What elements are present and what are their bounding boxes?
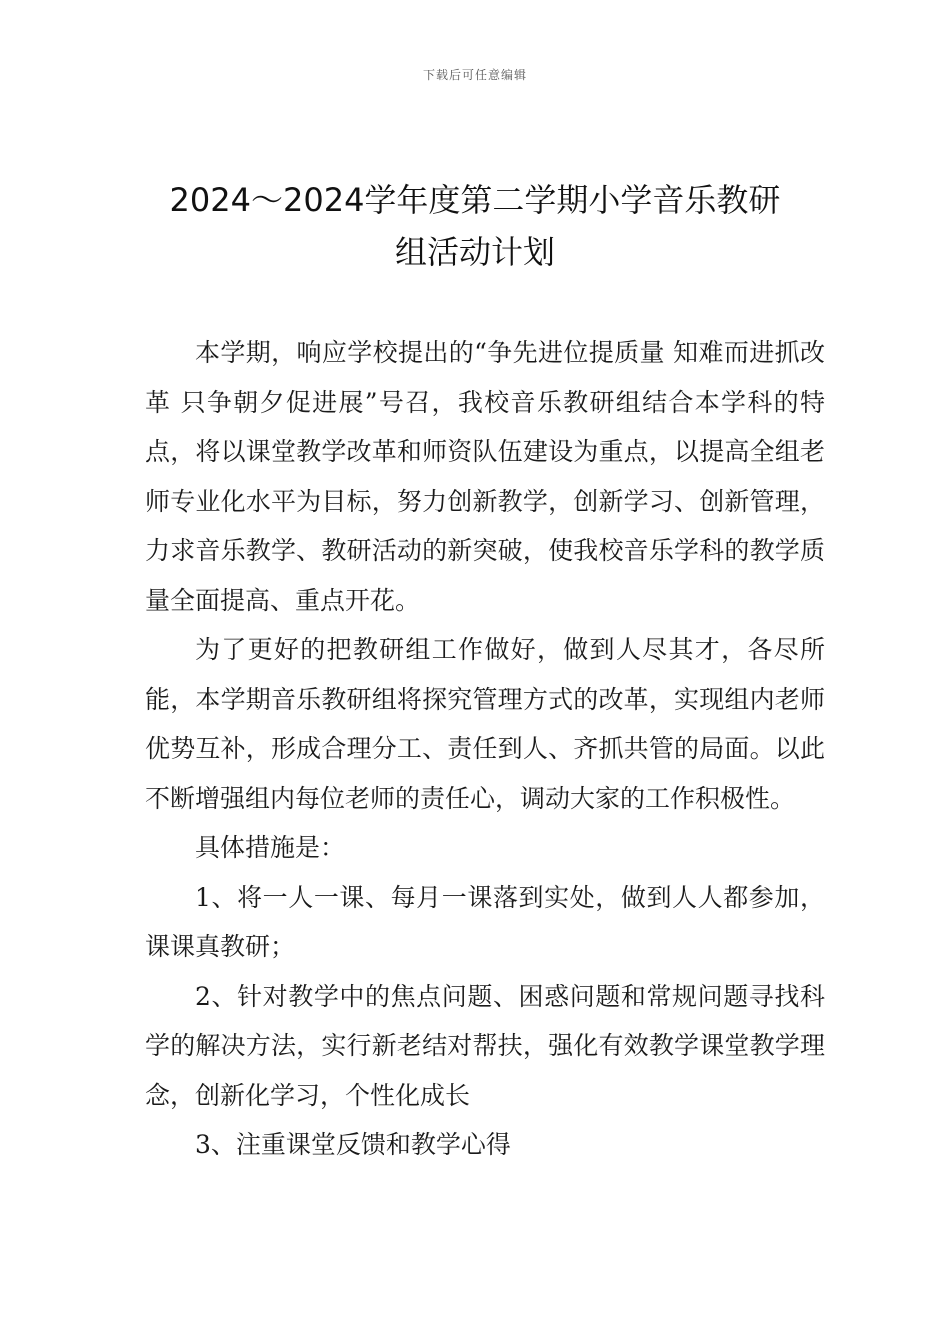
header-note: 下载后可任意编辑 (422, 68, 527, 82)
paragraph-measure-2: 2、针对教学中的焦点问题、困惑问题和常规问题寻找科学的解决方法，实行新老结对帮扶，强化有效教学课堂教学理念，创新化学习，个性化成长 (145, 981, 825, 1110)
paragraph-measure-3: 3、注重课堂反馈和教学心得 (195, 1130, 511, 1159)
paragraph-intro: 本学期，响应学校提出的“争先进位提质量 知难而进抓改革 只争朝夕促进展”号召，我校音乐教研组结合本学科的特点，将以课堂教学改革和师资队伍建设为重点，以提高全组老师专业化水平为目标，努力创新教学，创新学习、创新管理，力求音乐教学、教研活动的新突破，使我校音乐学科的教学质量全面提高、重点开花。 (145, 338, 825, 615)
paragraph-management: 为了更好的把教研组工作做好，做到人尽其才，各尽所能，本学期音乐教研组将探究管理方式的改革，实现组内老师优势互补，形成合理分工、责任到人、齐抓共管的局面。以此不断增强组内每位老师的责任心，调动大家的工作积极性。 (145, 635, 825, 813)
title-line-2: 组活动计划 (394, 233, 555, 271)
title-line-1: 2024～2024学年度第二学期小学音乐教研 (169, 181, 781, 219)
paragraph-measure-1: 1、将一人一课、每月一课落到实处，做到人人都参加，课课真教研； (145, 882, 825, 961)
page-title (120, 174, 830, 278)
document-body (145, 328, 825, 1170)
paragraph-measures-heading: 具体措施是： (195, 833, 346, 862)
